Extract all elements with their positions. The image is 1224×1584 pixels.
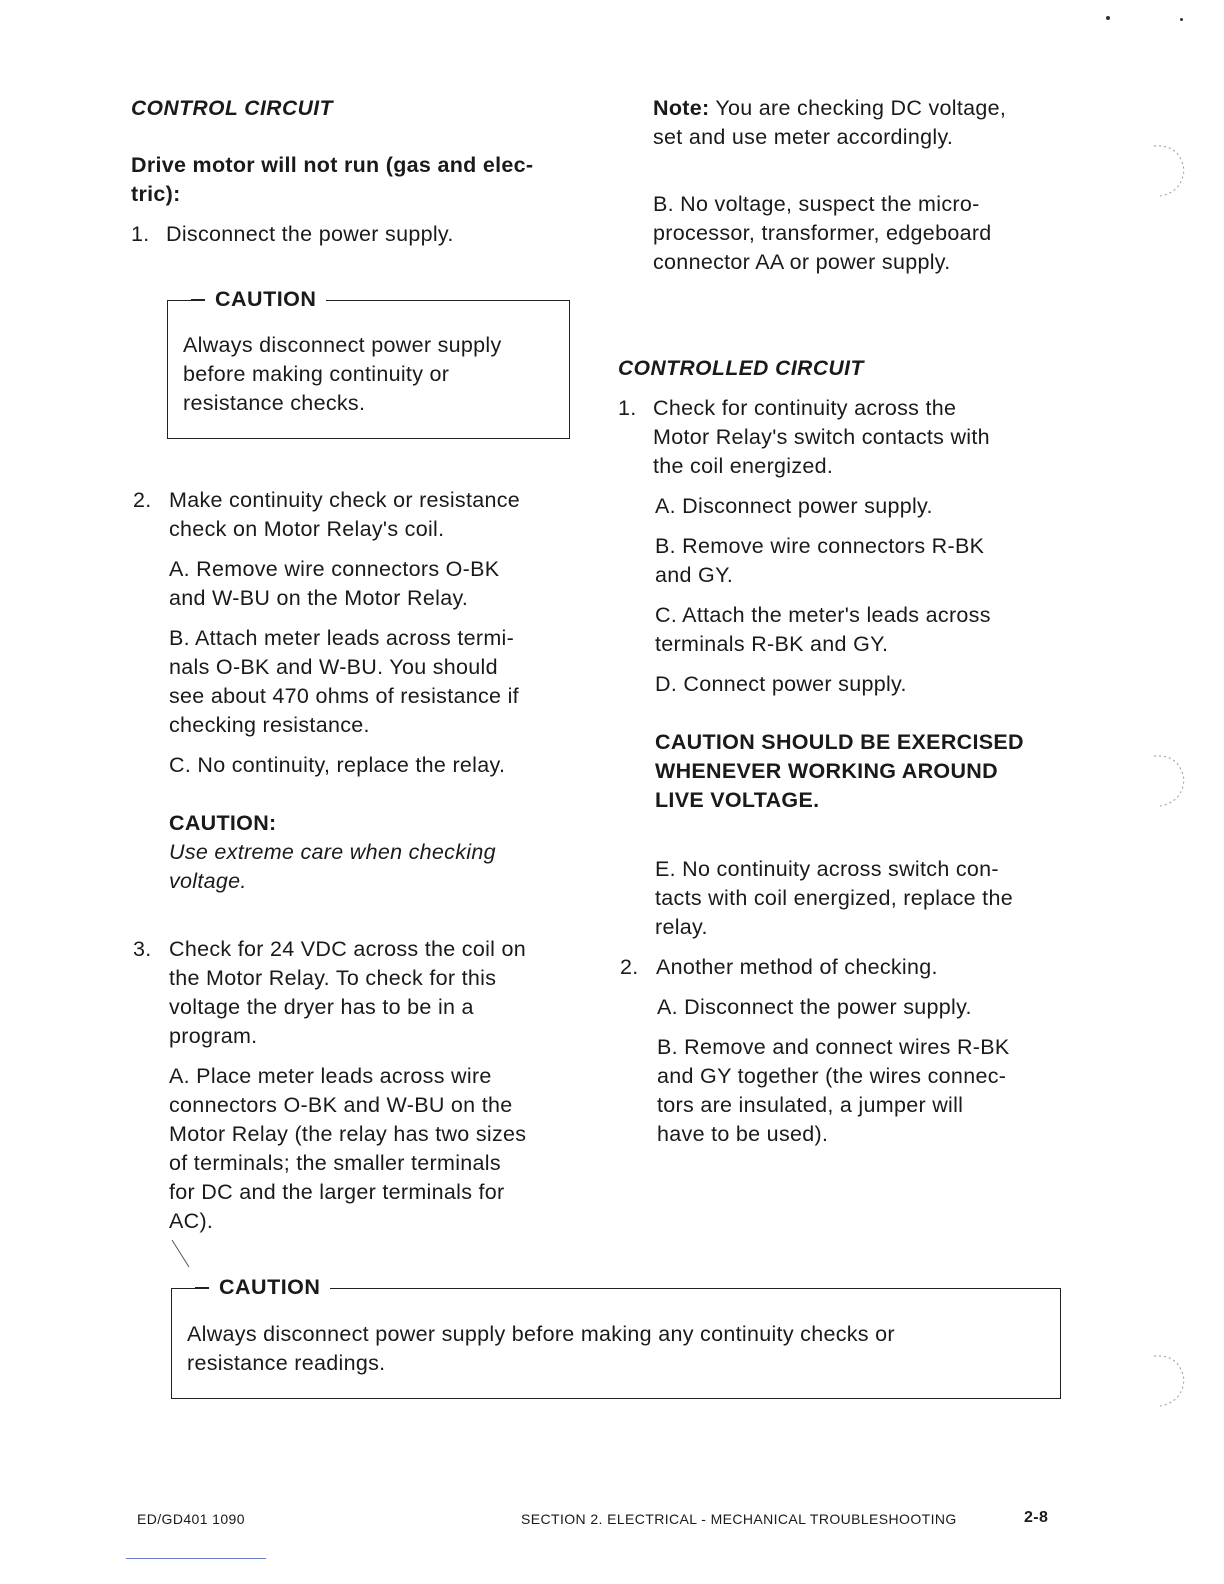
left-step-3-line: voltage the dryer has to be in a — [169, 995, 474, 1019]
left-step-3-text — [169, 935, 526, 1051]
left-step-2B-line: nals O-BK and W-BU. You should — [169, 655, 498, 679]
right-step-1D: D. Connect power supply. — [655, 672, 907, 696]
control-circuit-heading: CONTROL CIRCUIT — [131, 97, 333, 120]
left-step-3-number: 3. — [133, 937, 152, 961]
right-step-2B-line: and GY together (the wires connec- — [657, 1064, 1007, 1088]
note-line-2: set and use meter accordingly. — [653, 125, 954, 149]
left-step-2-text — [169, 486, 520, 544]
caution-box-1 — [167, 287, 570, 439]
footer-rule — [126, 1558, 266, 1559]
live-voltage-warning-line: CAUTION SHOULD BE EXERCISED — [655, 730, 1024, 754]
footer-section-title: SECTION 2. ELECTRICAL - MECHANICAL TROUBLESHOOTING — [521, 1511, 957, 1527]
controlled-circuit-heading: CONTROLLED CIRCUIT — [618, 357, 864, 380]
right-step-2B-line: have to be used). — [657, 1122, 829, 1146]
caution-box-1-line: before making continuity or — [183, 362, 450, 386]
left-step-3A-line: for DC and the larger terminals for — [169, 1180, 505, 1204]
right-step-1B — [655, 532, 984, 590]
right-step-1-text — [653, 394, 990, 481]
left-step-2B-line: checking resistance. — [169, 713, 370, 737]
right-step-1C-line: C. Attach the meter's leads across — [655, 603, 991, 627]
left-step-3A-line: AC). — [169, 1209, 214, 1233]
caution-2-body — [169, 838, 496, 896]
right-step-B-line: B. No voltage, suspect the micro- — [653, 192, 980, 216]
right-step-1E-line: E. No continuity across switch con- — [655, 857, 999, 881]
binder-hole-mark — [1150, 140, 1190, 200]
note-label: Note: — [653, 96, 710, 120]
right-step-1B-line: and GY. — [655, 563, 734, 587]
stray-mark — [170, 1238, 192, 1270]
left-step-3A-line: of terminals; the smaller terminals — [169, 1151, 501, 1175]
note-line1-text: You are checking DC voltage, — [709, 96, 1007, 120]
left-step-2A-line: and W-BU on the Motor Relay. — [169, 586, 469, 610]
right-step-1E — [655, 855, 1013, 942]
right-step-B — [653, 190, 992, 277]
right-step-1-line: the coil energized. — [653, 454, 834, 478]
note-block — [653, 94, 1006, 152]
right-step-1B-line: B. Remove wire connectors R-BK — [655, 534, 985, 558]
left-step-3A-line: Motor Relay (the relay has two sizes — [169, 1122, 527, 1146]
left-step-3A-line: A. Place meter leads across wire — [169, 1064, 492, 1088]
right-step-1-line: Motor Relay's switch contacts with — [653, 425, 990, 449]
caution-2-line: Use extreme care when checking — [169, 840, 496, 864]
right-step-2B-line: tors are insulated, a jumper will — [657, 1093, 964, 1117]
caution-box-bottom-line: resistance readings. — [187, 1351, 386, 1375]
left-step-1 — [131, 220, 454, 249]
caution-box-1-line: Always disconnect power supply — [183, 333, 502, 357]
live-voltage-warning-line: WHENEVER WORKING AROUND — [655, 759, 998, 783]
right-step-1-line: Check for continuity across the — [653, 396, 957, 420]
live-voltage-warning-line: LIVE VOLTAGE. — [655, 788, 820, 812]
footer-page-number: 2-8 — [1024, 1509, 1049, 1526]
caution-box-bottom-line: Always disconnect power supply before making any continuity checks or — [187, 1322, 895, 1346]
left-step-3A-line: connectors O-BK and W-BU on the — [169, 1093, 513, 1117]
left-step-3-line: Check for 24 VDC across the coil on — [169, 937, 527, 961]
note-line-1 — [653, 94, 1006, 123]
right-step-1A: A. Disconnect power supply. — [655, 494, 933, 518]
right-step-B-line: connector AA or power supply. — [653, 250, 951, 274]
right-step-2B-line: B. Remove and connect wires R-BK — [657, 1035, 1010, 1059]
right-step-1E-line: tacts with coil energized, replace the — [655, 886, 1013, 910]
footer-doc-code: ED/GD401 1090 — [137, 1511, 245, 1527]
right-step-1C — [655, 601, 991, 659]
right-step-B-line: processor, transformer, edgeboard — [653, 221, 992, 245]
caution-box-1-body — [183, 331, 502, 418]
right-step-2A: A. Disconnect the power supply. — [657, 995, 972, 1019]
scan-speck — [1180, 18, 1183, 21]
left-step-1-text: Disconnect the power supply. — [166, 222, 454, 246]
left-step-2-number: 2. — [133, 488, 152, 512]
right-step-2-text: Another method of checking. — [656, 955, 938, 979]
right-step-2B — [657, 1033, 1010, 1149]
binder-hole-mark — [1150, 750, 1190, 810]
left-step-3-line: program. — [169, 1024, 258, 1048]
left-step-2C: C. No continuity, replace the relay. — [169, 753, 506, 777]
caution-box-bottom-body — [187, 1320, 895, 1378]
left-step-3-line: the Motor Relay. To check for this — [169, 966, 497, 990]
caution-box-1-line: resistance checks. — [183, 391, 366, 415]
left-step-2B-line: B. Attach meter leads across termi- — [169, 626, 515, 650]
left-step-2A — [169, 555, 499, 613]
left-step-2B — [169, 624, 519, 740]
drive-motor-heading-line2: tric): — [131, 182, 181, 206]
scan-speck — [1106, 16, 1110, 20]
caution-2-title: CAUTION: — [169, 811, 277, 835]
left-step-2-line: Make continuity check or resistance — [169, 488, 521, 512]
binder-hole-mark — [1150, 1350, 1190, 1410]
drive-motor-heading — [131, 151, 533, 209]
left-step-2A-line: A. Remove wire connectors O-BK — [169, 557, 500, 581]
right-step-1-number: 1. — [618, 396, 637, 420]
drive-motor-heading-line1: Drive motor will not run (gas and elec- — [131, 153, 534, 177]
left-step-1-number: 1. — [131, 222, 150, 246]
caution-box-bottom — [171, 1275, 1061, 1399]
left-step-3A — [169, 1062, 526, 1236]
right-step-1E-line: relay. — [655, 915, 708, 939]
caution-2-line: voltage. — [169, 869, 247, 893]
right-step-2-number: 2. — [620, 955, 639, 979]
right-step-1C-line: terminals R-BK and GY. — [655, 632, 889, 656]
left-step-2B-line: see about 470 ohms of resistance if — [169, 684, 519, 708]
caution-box-bottom-title: CAUTION — [209, 1273, 330, 1302]
caution-box-1-title: CAUTION — [205, 285, 326, 314]
left-step-2-line: check on Motor Relay's coil. — [169, 517, 445, 541]
live-voltage-warning — [655, 728, 1024, 815]
